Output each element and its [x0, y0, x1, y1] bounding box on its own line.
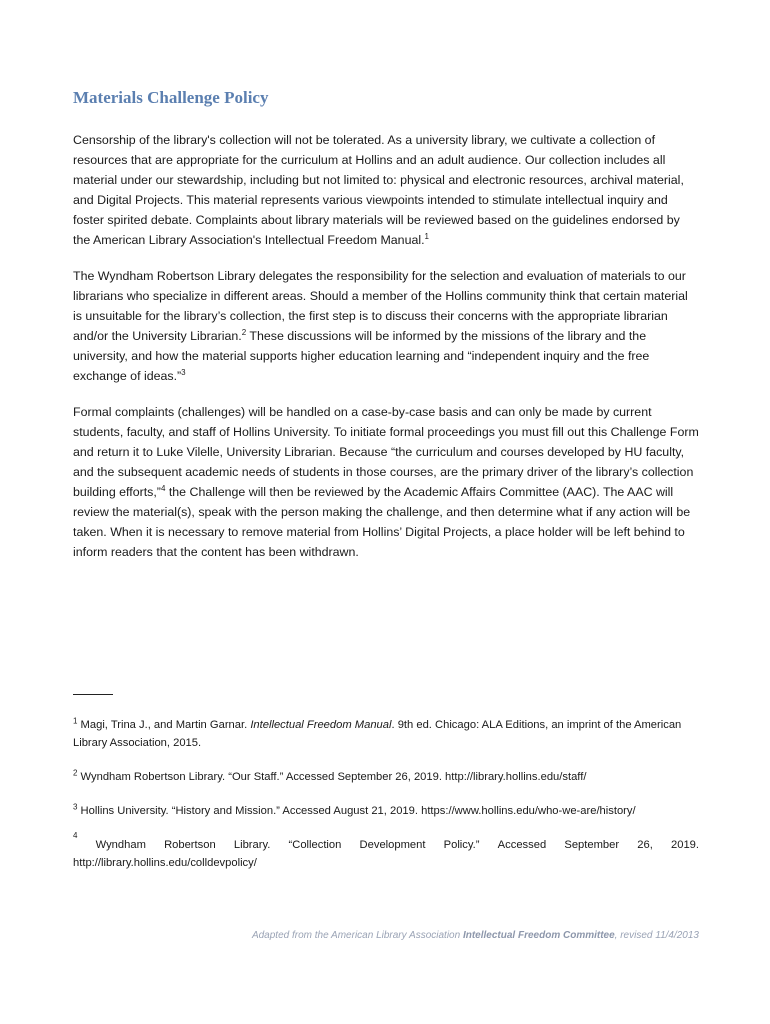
- footnote-word: Wyndham: [95, 839, 146, 851]
- footnote-1: [73, 716, 699, 752]
- footnote-text: Hollins University. “History and Mission.” Accessed August 21, 2019. https://www.hollins.edu/who-we-are/history/: [77, 805, 636, 817]
- footnote-3: [73, 802, 699, 820]
- footnote-4-line: [73, 831, 699, 854]
- footnote-word: 2019.: [671, 839, 699, 851]
- footnote-text: . 9th ed. Chicago: ALA Editions, an imprint of the American Library Association, 2015.: [73, 719, 682, 749]
- footnotes-section: [73, 716, 699, 888]
- paragraph-text: The Wyndham Robertson Library delegates the responsibility for the selection and evaluation of materials to our librarians who specialize in different areas. Should a member of the Hollins community think that certain material is unsuitable for the library’s collection, the first step is to discuss their concerns with the appropriate librarian and/or the University Librarian.: [73, 269, 688, 343]
- footnote-ref: 4: [160, 483, 166, 493]
- footnote-number: 1: [73, 716, 78, 726]
- footnote-word: Library.: [233, 839, 271, 851]
- footnote-word: Policy.”: [443, 839, 480, 851]
- footer-text: Adapted from the American Library Association: [251, 930, 463, 941]
- page-title: Materials Challenge Policy: [73, 88, 269, 107]
- footnote-text: Magi, Trina J., and Martin Garnar.: [77, 719, 251, 731]
- footnote-text: Wyndham Robertson Library. “Our Staff.” Accessed September 26, 2019. http://library.hollins.edu/staff/: [77, 771, 587, 783]
- document-page: [73, 0, 699, 1024]
- paragraph-text: These discussions will be informed by the missions of the library and the university, and how the material supports higher education learning and “independent inquiry and the free exchange of ideas.”: [73, 329, 650, 383]
- footnote-word: September: [564, 839, 620, 851]
- footnote-word: 26,: [637, 839, 653, 851]
- document-body: [73, 130, 699, 578]
- footnote-word: Robertson: [164, 839, 216, 851]
- footnote-4: [73, 831, 699, 872]
- footnote-number: 4: [73, 831, 78, 840]
- footnote-separator: [73, 694, 113, 695]
- footnote-ref: 1: [424, 231, 429, 241]
- footnote-ref: 3: [181, 367, 186, 377]
- page-footer: [252, 930, 699, 941]
- paragraph-text: Formal complaints (challenges) will be handled on a case-by-case basis and can only be made by current students, faculty, and staff of Hollins University. To initiate formal proceedings you must fill out this Challenge Form and return it to Luke Vilelle, University Librarian. Because “the curriculum and courses developed by HU faculty, and the subsequent academic needs of students in those courses, are the primary driver of the library’s collection building efforts,”: [73, 405, 699, 499]
- paragraph-censorship: [73, 130, 699, 250]
- footer-committee: Intellectual Freedom Committee: [462, 930, 615, 941]
- footnote-ref: 2: [241, 327, 247, 337]
- footnote-word: Development: [359, 839, 426, 851]
- footnote-title: Intellectual Freedom Manual: [250, 719, 392, 731]
- paragraph-formal-complaints: [73, 402, 699, 562]
- paragraph-text: the Challenge will then be reviewed by the Academic Affairs Committee (AAC). The AAC will review the material(s), speak with the person making the challenge, and then determine what if any action will be taken. When it is necessary to remove material from Hollins’ Digital Projects, a place holder will be left behind to inform readers that the content has been withdrawn.: [73, 485, 691, 559]
- footnote-2: [73, 768, 699, 786]
- footer-text: , revised 11/4/2013: [614, 930, 699, 941]
- paragraph-delegation: [73, 266, 699, 386]
- paragraph-text: Censorship of the library's collection will not be tolerated. As a university library, we cultivate a collection of resources that are appropriate for the curriculum at Hollins and an adult audience. Our collection includes all material under our stewardship, including but not limited to: physical and electronic resources, archival material, and Digital Projects. This material represents various viewpoints intended to stimulate intellectual inquiry and foster spirited debate. Complaints about library materials will be reviewed based on the guidelines endorsed by the American Library Association's Intellectual Freedom Manual.: [73, 133, 684, 247]
- footnote-number: 3: [73, 802, 78, 812]
- footnote-word: Accessed: [497, 839, 547, 851]
- footnote-url: http://library.hollins.edu/colldevpolicy/: [73, 857, 257, 869]
- footnote-word: “Collection: [288, 839, 342, 851]
- footnote-number: 2: [73, 768, 78, 778]
